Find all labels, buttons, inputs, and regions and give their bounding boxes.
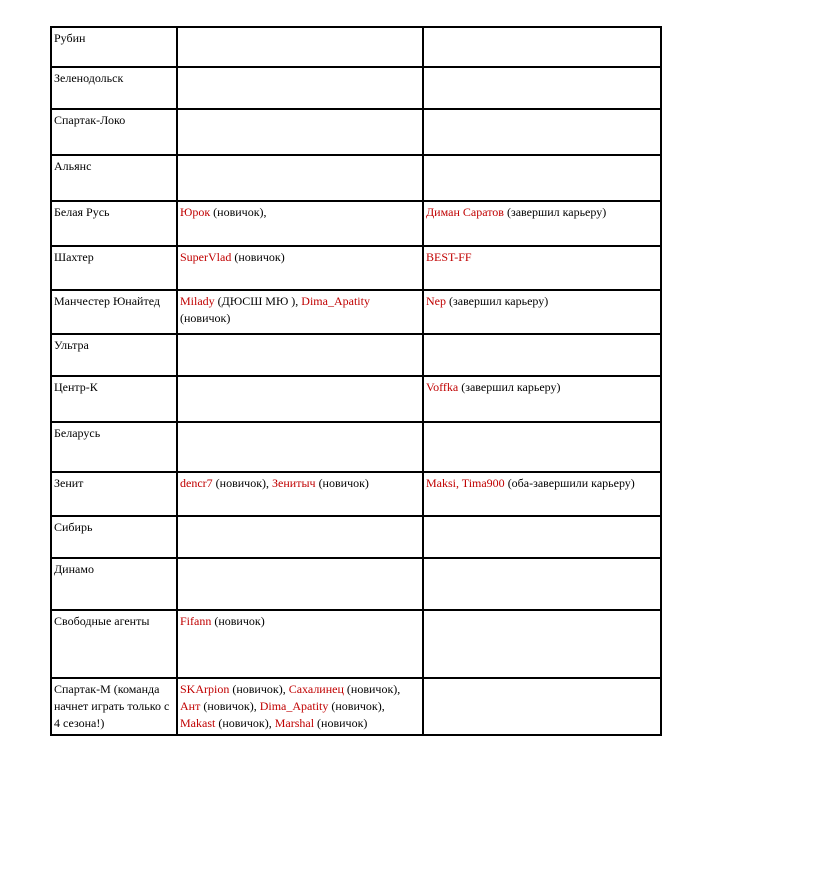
team-name-cell: Манчестер Юнайтед <box>51 290 177 334</box>
players-cell <box>177 27 423 67</box>
player-note: (новичок), <box>212 476 273 490</box>
player-name: Fifann <box>180 614 212 628</box>
players-cell <box>177 610 423 678</box>
player-note: (новичок) <box>180 311 231 325</box>
table-row <box>51 67 661 109</box>
player-note: (новичок), <box>200 699 260 713</box>
roster-body <box>51 27 661 735</box>
team-name-cell: Зенит <box>51 472 177 516</box>
player-name: SKArpion <box>180 682 230 696</box>
table-row <box>51 472 661 516</box>
player-note: (новичок), <box>210 205 267 219</box>
player-note: (новичок) <box>315 476 369 490</box>
team-name-cell: Центр-К <box>51 376 177 422</box>
retired-cell <box>423 422 661 472</box>
player-note: (завершил карьеру) <box>458 380 561 394</box>
players-cell <box>177 109 423 155</box>
team-name-cell: Беларусь <box>51 422 177 472</box>
retired-cell <box>423 246 661 290</box>
team-name-cell: Спартак-М (команда начнет играть только с 4 сезона!) <box>51 678 177 735</box>
retired-cell <box>423 67 661 109</box>
table-row <box>51 422 661 472</box>
players-cell <box>177 67 423 109</box>
retired-cell <box>423 610 661 678</box>
player-name: Voffka <box>426 380 459 394</box>
player-note: (новичок), <box>229 682 289 696</box>
table-row <box>51 201 661 246</box>
table-row <box>51 516 661 558</box>
table-row <box>51 678 661 735</box>
retired-cell <box>423 516 661 558</box>
player-name: dencr7 <box>180 476 213 490</box>
player-name: Ант <box>180 699 201 713</box>
player-name: Зенитыч <box>272 476 316 490</box>
player-name: Dima_Apatity <box>301 294 370 308</box>
player-note: (новичок) <box>231 250 285 264</box>
player-note: (оба-завершили карьеру) <box>504 476 635 490</box>
player-name: Marshal <box>274 716 315 730</box>
player-name: Юрок <box>180 205 211 219</box>
players-cell <box>177 472 423 516</box>
players-cell <box>177 516 423 558</box>
player-note: (новичок), <box>343 682 401 696</box>
players-cell <box>177 290 423 334</box>
team-name-cell: Ультра <box>51 334 177 376</box>
table-row <box>51 27 661 67</box>
player-name: Milady <box>180 294 215 308</box>
player-note: (завершил карьеру) <box>503 205 607 219</box>
team-name-cell: Зеленодольск <box>51 67 177 109</box>
table-row <box>51 109 661 155</box>
team-name-cell: Альянс <box>51 155 177 201</box>
retired-cell <box>423 109 661 155</box>
retired-cell <box>423 290 661 334</box>
player-note: (новичок) <box>211 614 265 628</box>
table-row <box>51 558 661 610</box>
players-cell <box>177 155 423 201</box>
table-row <box>51 376 661 422</box>
table-row <box>51 334 661 376</box>
table-row <box>51 246 661 290</box>
retired-cell <box>423 155 661 201</box>
players-cell <box>177 422 423 472</box>
players-cell <box>177 334 423 376</box>
player-note: (новичок), <box>215 716 275 730</box>
player-note: (ДЮСШ МЮ ), <box>214 294 302 308</box>
player-name: Makast <box>180 716 216 730</box>
players-cell <box>177 201 423 246</box>
players-cell <box>177 246 423 290</box>
table-row <box>51 610 661 678</box>
player-note: (новичок) <box>314 716 368 730</box>
player-name: BEST-FF <box>426 250 472 264</box>
table-row <box>51 290 661 334</box>
player-name: Dima_Apatity <box>259 699 329 713</box>
team-name-cell: Шахтер <box>51 246 177 290</box>
players-cell <box>177 558 423 610</box>
retired-cell <box>423 201 661 246</box>
retired-cell <box>423 334 661 376</box>
team-name-cell: Свободные агенты <box>51 610 177 678</box>
player-name: Диман Саратов <box>426 205 504 219</box>
retired-cell <box>423 558 661 610</box>
players-cell <box>177 376 423 422</box>
team-name-cell: Белая Русь <box>51 201 177 246</box>
team-name-cell: Рубин <box>51 27 177 67</box>
team-name-cell: Спартак-Локо <box>51 109 177 155</box>
table-row <box>51 155 661 201</box>
player-name: Nep <box>426 294 446 308</box>
retired-cell <box>423 376 661 422</box>
players-cell <box>177 678 423 735</box>
roster-table <box>50 26 662 736</box>
player-note: (новичок), <box>328 699 385 713</box>
player-name: Сахалинец <box>288 682 344 696</box>
team-name-cell: Динамо <box>51 558 177 610</box>
player-name: Maksi, Tima900 <box>426 476 505 490</box>
retired-cell <box>423 678 661 735</box>
team-name-cell: Сибирь <box>51 516 177 558</box>
retired-cell <box>423 27 661 67</box>
player-note: (завершил карьеру) <box>446 294 549 308</box>
player-name: SuperVlad <box>180 250 232 264</box>
retired-cell <box>423 472 661 516</box>
